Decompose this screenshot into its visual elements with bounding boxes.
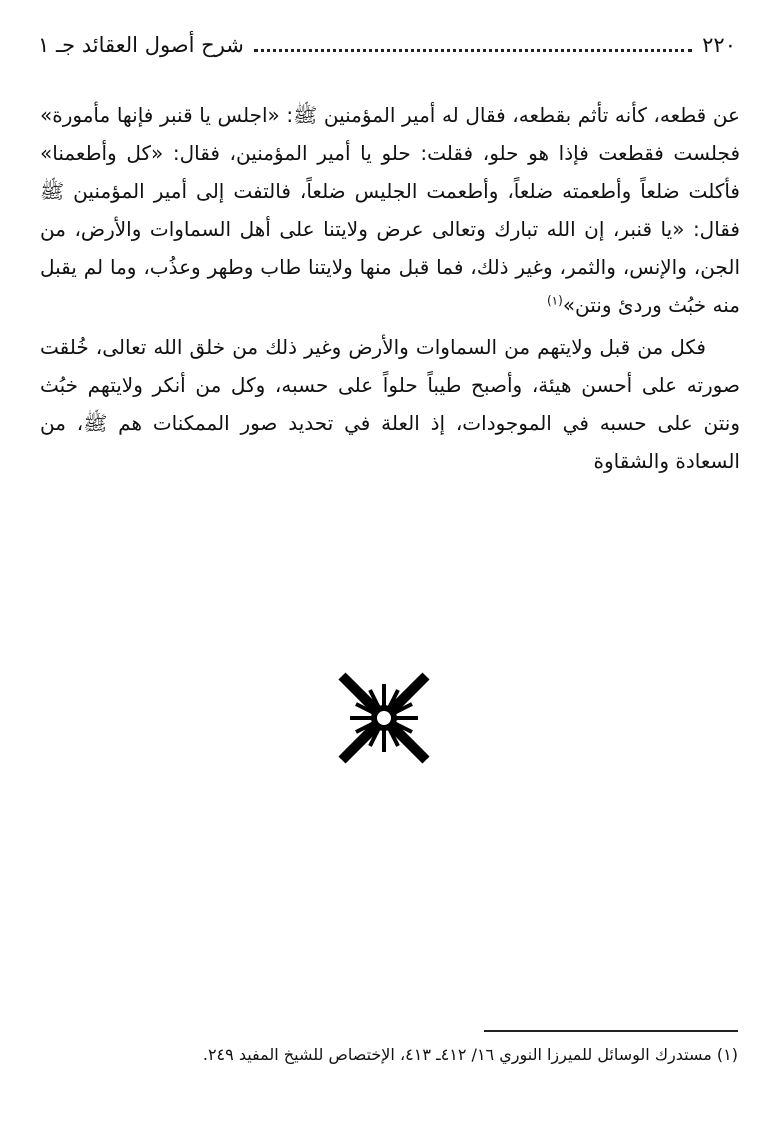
asterisk-ornament-icon: [336, 670, 432, 766]
main-text: [40, 96, 740, 480]
paragraph-2: [40, 328, 740, 480]
footnote-reference: (١): [546, 293, 563, 308]
paragraph-1-text: عن قطعه، كأنه تأثم بقطعه، فقال له أمير المؤمنين ﷺ: «اجلس يا قنبر فإنها مأمورة» فجلست فقطعت فإذا هو حلو، فقلت: حلو يا أمير المؤمنين، فقال: «كل وأطعمنا» فأكلت ضلعاً وأطعمته ضلعاً، وأطعمت الجليس ضلعاً، فالتفت إلى أمير المؤمنين ﷺ فقال: «يا قنبر، إن الله تبارك وتعالى عرض ولايتنا على أهل السماوات والأرض، من الجن، والإنس، والثمر، وغير ذلك، فما قبل منها ولايتنا طاب وطهر وعذُب، وما لم يقبل منه خبُث وردئ ونتن»: [40, 103, 740, 317]
footnote-separator: [484, 1030, 738, 1032]
footnote: [40, 1040, 738, 1070]
page-number: ٢٢٠: [702, 33, 736, 57]
header-dot-leader: [254, 49, 692, 52]
footnote-text: (١) مستدرك الوسائل للميرزا النوري ١٦/ ٤١٢ـ ٤١٣، الإختصاص للشيخ المفيد ٢٤٩.: [202, 1045, 738, 1064]
running-header: [38, 28, 736, 62]
paragraph-2-text: فكل من قبل ولايتهم من السماوات والأرض وغير ذلك من خلق الله تعالى، خُلقت صورته على أحسن هيئة، وأصبح طيباً حلواً على حسبه، وكل من أنكر ولايتهم خبُث ونتن على حسبه في الموجودات، إذ العلة في تحديد صور الممكنات هم ﷺ، من السعادة والشقاوة: [40, 335, 740, 473]
paragraph-1: [40, 96, 740, 324]
book-title: شرح أصول العقائد جـ ١: [38, 33, 244, 57]
